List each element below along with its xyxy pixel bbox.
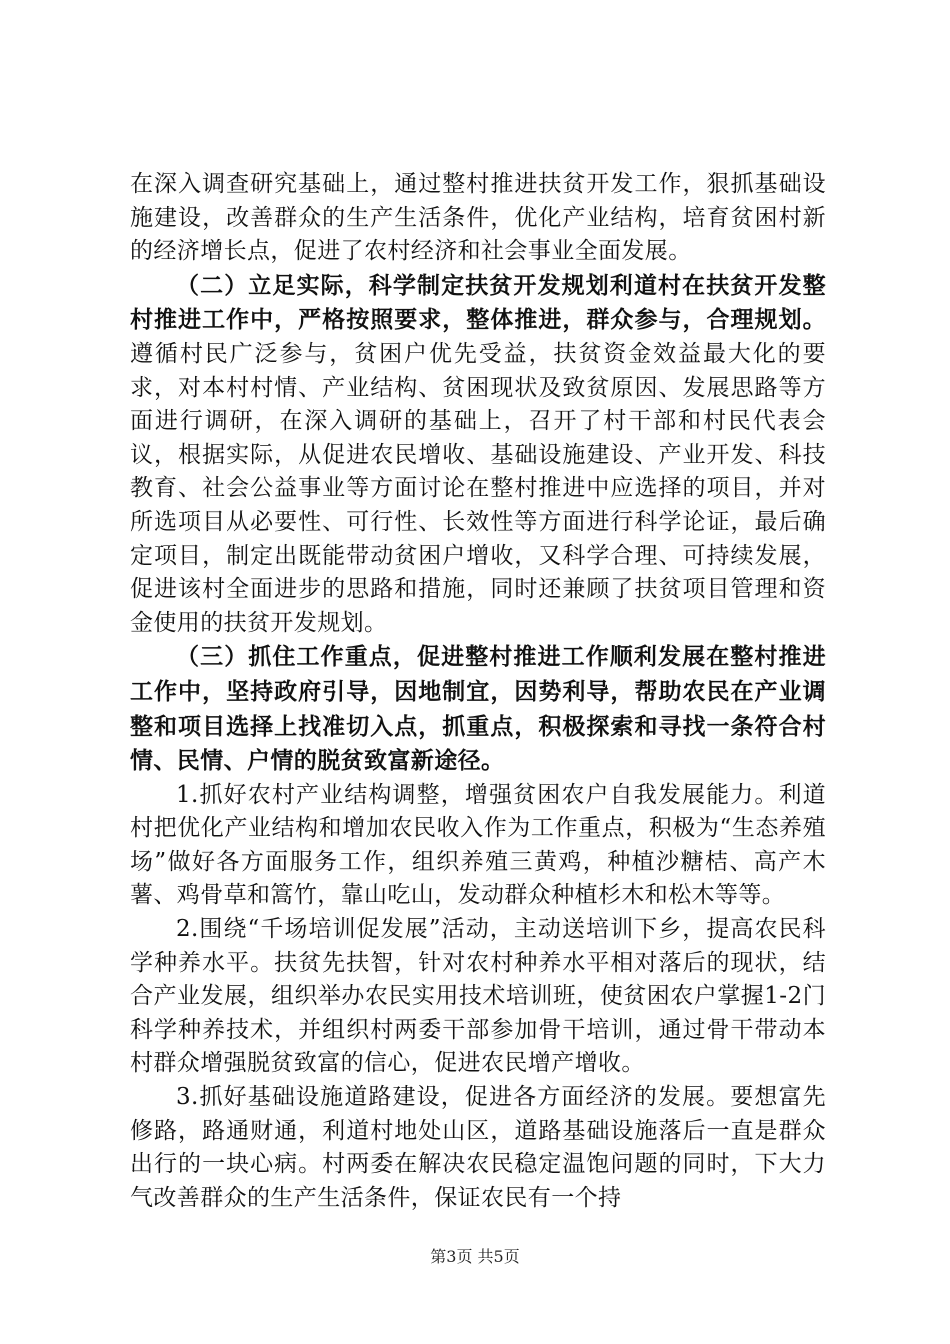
page-number-label: 第3页 共5页 bbox=[430, 1247, 520, 1266]
paragraph-1-text: 在深入调查研究基础上，通过整村推进扶贫开发工作，狠抓基础设施建设，改善群众的生产生活条件，优化产业结构，培育贫困村新的经济增长点，促进了农村经济和社会事业全面发展。 bbox=[130, 171, 826, 265]
document-body bbox=[130, 168, 826, 1215]
paragraph-4 bbox=[130, 779, 826, 913]
paragraph-3 bbox=[130, 640, 826, 778]
page-footer bbox=[0, 1247, 950, 1267]
paragraph-6 bbox=[130, 1081, 826, 1215]
paragraph-6-text: 3.抓好基础设施道路建设，促进各方面经济的发展。要想富先修路，路通财通，利道村地处山区，道路基础设施落后一直是群众出行的一块心病。村两委在解决农民稳定温饱问题的同时，下大力气改善群众的生产生活条件，保证农民有一个持 bbox=[130, 1084, 826, 1211]
paragraph-1 bbox=[130, 168, 826, 269]
paragraph-2 bbox=[130, 269, 826, 641]
paragraph-5-text: 2.围绕“千场培训促发展”活动，主动送培训下乡，提高农民科学种养水平。扶贫先扶智，针对农村种养水平相对落后的现状，结合产业发展，组织举办农民实用技术培训班，使贫困农户掌握1-2门科学种养技术，并组织村两委干部参加骨干培训，通过骨干带动本村群众增强脱贫致富的信心，促进农民增产增收。 bbox=[130, 916, 826, 1077]
paragraph-2-heading: （二）立足实际，科学制定扶贫开发规划利道村在扶贫开发整村推进工作中，严格按照要求，整体推进，群众参与，合理规划。 bbox=[130, 271, 826, 334]
paragraph-5 bbox=[130, 913, 826, 1081]
paragraph-3-heading: （三）抓住工作重点，促进整村推进工作顺利发展在整村推进工作中，坚持政府引导，因地制宜，因势利导，帮助农民在产业调整和项目选择上找准切入点，抓重点，积极探索和寻找一条符合村情、民情、户情的脱贫致富新途径。 bbox=[130, 643, 826, 775]
paragraph-2-text: 遵循村民广泛参与，贫困户优先受益，扶贫资金效益最大化的要求，对本村村情、产业结构、贫困现状及致贫原因、发展思路等方面进行调研，在深入调研的基础上，召开了村干部和村民代表会议，根据实际，从促进农民增收、基础设施建设、产业开发、科技教育、社会公益事业等方面讨论在整村推进中应选择的项目，并对所选项目从必要性、可行性、长效性等方面进行科学论证，最后确定项目，制定出既能带动贫困户增收，又科学合理、可持续发展，促进该村全面进步的思路和措施，同时还兼顾了扶贫项目管理和资金使用的扶贫开发规划。 bbox=[130, 340, 826, 636]
paragraph-4-text: 1.抓好农村产业结构调整，增强贫困农户自我发展能力。利道村把优化产业结构和增加农民收入作为工作重点，积极为“生态养殖场”做好各方面服务工作，组织养殖三黄鸡，种植沙糖桔、高产木薯、鸡骨草和篙竹，靠山吃山，发动群众种植杉木和松木等等。 bbox=[130, 781, 826, 909]
